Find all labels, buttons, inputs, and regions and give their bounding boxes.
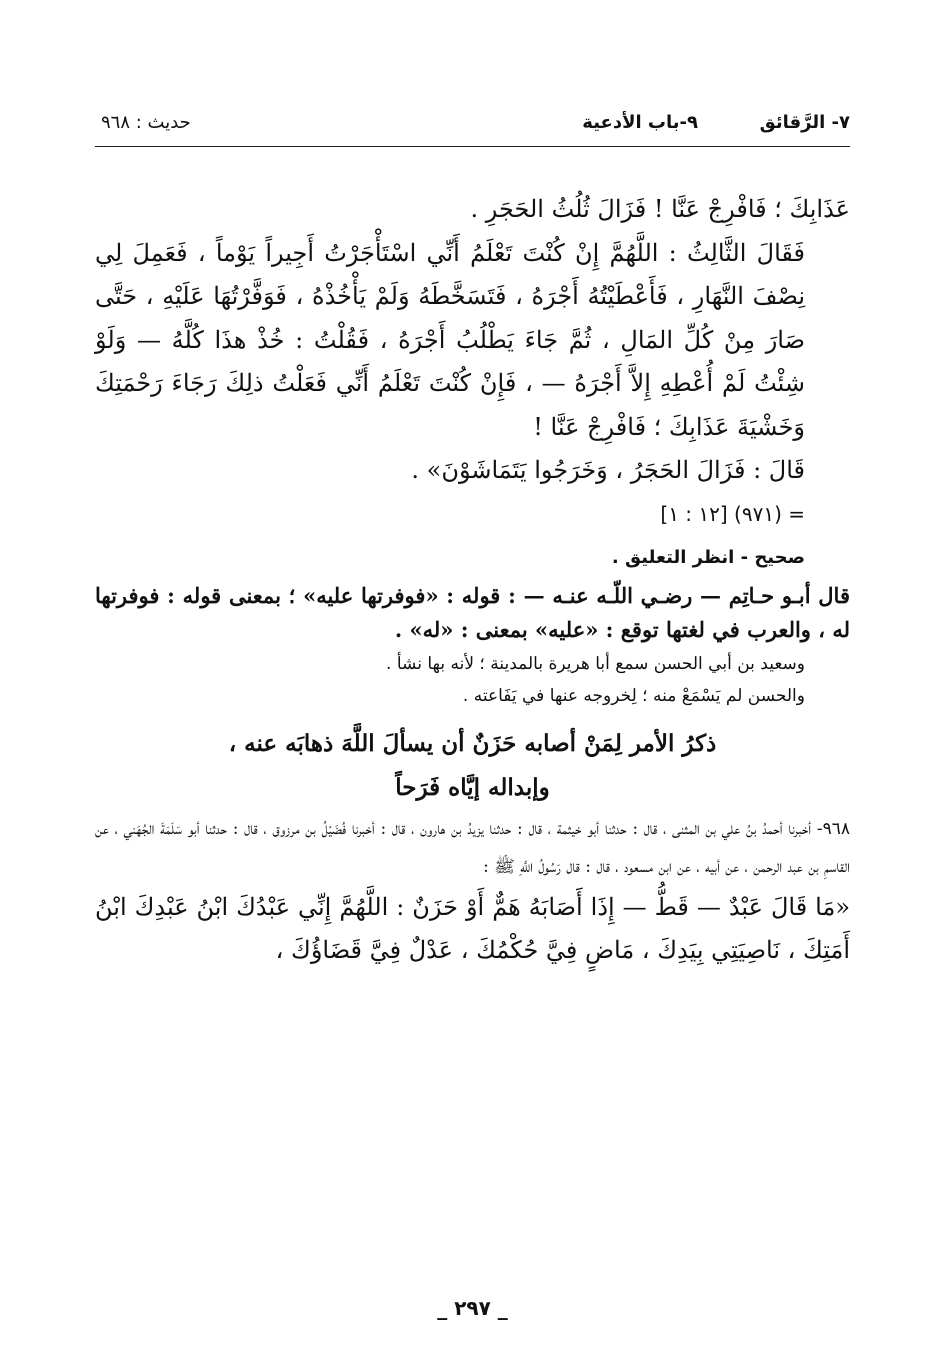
hadith-reference: حديث : ٩٦٨ xyxy=(101,112,191,133)
third-man-paragraph: فَقَالَ الثَّالِثُ : اللَّهُمَّ إِنْ كُنْتَ تَعْلَمُ أَنِّي اسْتَأْجَرْتُ أَجِيراً يَوْماً ، فَعَمِلَ لِي نِصْفَ النَّهَارِ ، فَأَعْطَيْتُهُ أَجْرَهُ ، فَتَسَخَّطَهُ وَلَمْ يَأْخُذْهُ ، فَوَفَّرْتُهَا عَلَيْهِ ، حَتَّى صَارَ مِنْ كُلِّ المَالِ ، ثُمَّ جَاءَ يَطْلُبُ أَجْرَهُ ، فَقُلْتُ : خُذْ هذَا كُلَّهُ — وَلَوْ شِئْتُ لَمْ أُعْطِهِ إِلاَّ أَجْرَهُ — ، فَإِنْ كُنْتَ تَعْلَمُ أَنِّي فَعَلْتُ ذلِكَ رَجَاءَ رَحْمَتِكَ وَخَشْيَةَ عَذَابِكَ ؛ فَافْرِجْ عَنَّا ! xyxy=(95,238,806,441)
hadith-isnad: ٩٦٨- أخبرنا أحمدُ بنُ علي بن المثنى ، قال : حدثنا أبو خيثمة ، قال : حدثنا يزيدُ بن هارون ، قال : أخبرنا فُضَيْلُ بن مرزوق ، قال : حدثنا أبو سَلَمَةَ الجُهَني ، عن القاسمِ بن عبد الرحمن ، عن أبيه ، عن ابن مسعود ، قال : قال رَسُولُ اللَّهِ ﷺ : xyxy=(95,818,850,877)
hadith-matn: «مَا قَالَ عَبْدٌ — قَطُّ — إِذَا أَصَابَهُ هَمٌّ أَوْ حَزَنٌ : اللَّهُمَّ إِنِّي عَبْدُكَ ابْنُ عَبْدِكَ ابْنُ أَمَتِكَ ، نَاصِيَتِي بِيَدِكَ ، مَاضٍ فِيَّ حُكْمُكَ ، عَدْلٌ فِيَّ قَضَاؤُكَ ، xyxy=(95,892,850,964)
page-number: _ ٢٩٧ _ xyxy=(437,1296,508,1320)
note-hasan: والحسن لم يَسْمَعْ منه ؛ لِخروجه عنها في يَفَاعته . xyxy=(462,685,805,706)
chapter-heading-line2: وإبداله إيَّاه فَرَحاً xyxy=(395,773,550,801)
chapter-title: ٧- الرَّقائق xyxy=(759,112,850,133)
book-page xyxy=(95,0,850,1367)
hadith-grade: صحيح - انظر التعليق . xyxy=(611,547,805,568)
abu-hatim-comment xyxy=(95,580,850,648)
qala-line: قَالَ : فَزَالَ الحَجَرُ ، وَخَرَجُوا يَتَمَاشَوْنَ» . xyxy=(411,456,805,484)
chapter-heading-line1: ذكرُ الأمر لِمَنْ أصابه حَزَنٌ أن يسألَ اللَّهَ ذهابَه عنه ، xyxy=(228,729,717,757)
continuation-line: عَذَابِكَ ؛ فَافْرِجْ عَنَّا ! فَزَالَ ثُلُثُ الحَجَرِ . xyxy=(470,195,850,223)
note-said: وسعيد بن أبي الحسن سمع أبا هريرة بالمدينة ؛ لأنه بها نشأ . xyxy=(386,653,805,674)
abu-hatim-text: قال أبـو حـاتِم — رضـي اللّـه عنـه — : قوله : «فوفرتها عليه» ؛ بمعنى قوله : فوفرتها له ، والعرب في لغتها توقع : «عليه» بمعنى : «له» . xyxy=(95,582,850,642)
section-title: ٩-باب الأدعية xyxy=(582,112,698,133)
main-text xyxy=(95,188,850,973)
running-header xyxy=(95,106,850,147)
equals-reference: = (٩٧١) [١٢ : ١] xyxy=(660,501,805,526)
chapter-heading xyxy=(95,722,850,810)
